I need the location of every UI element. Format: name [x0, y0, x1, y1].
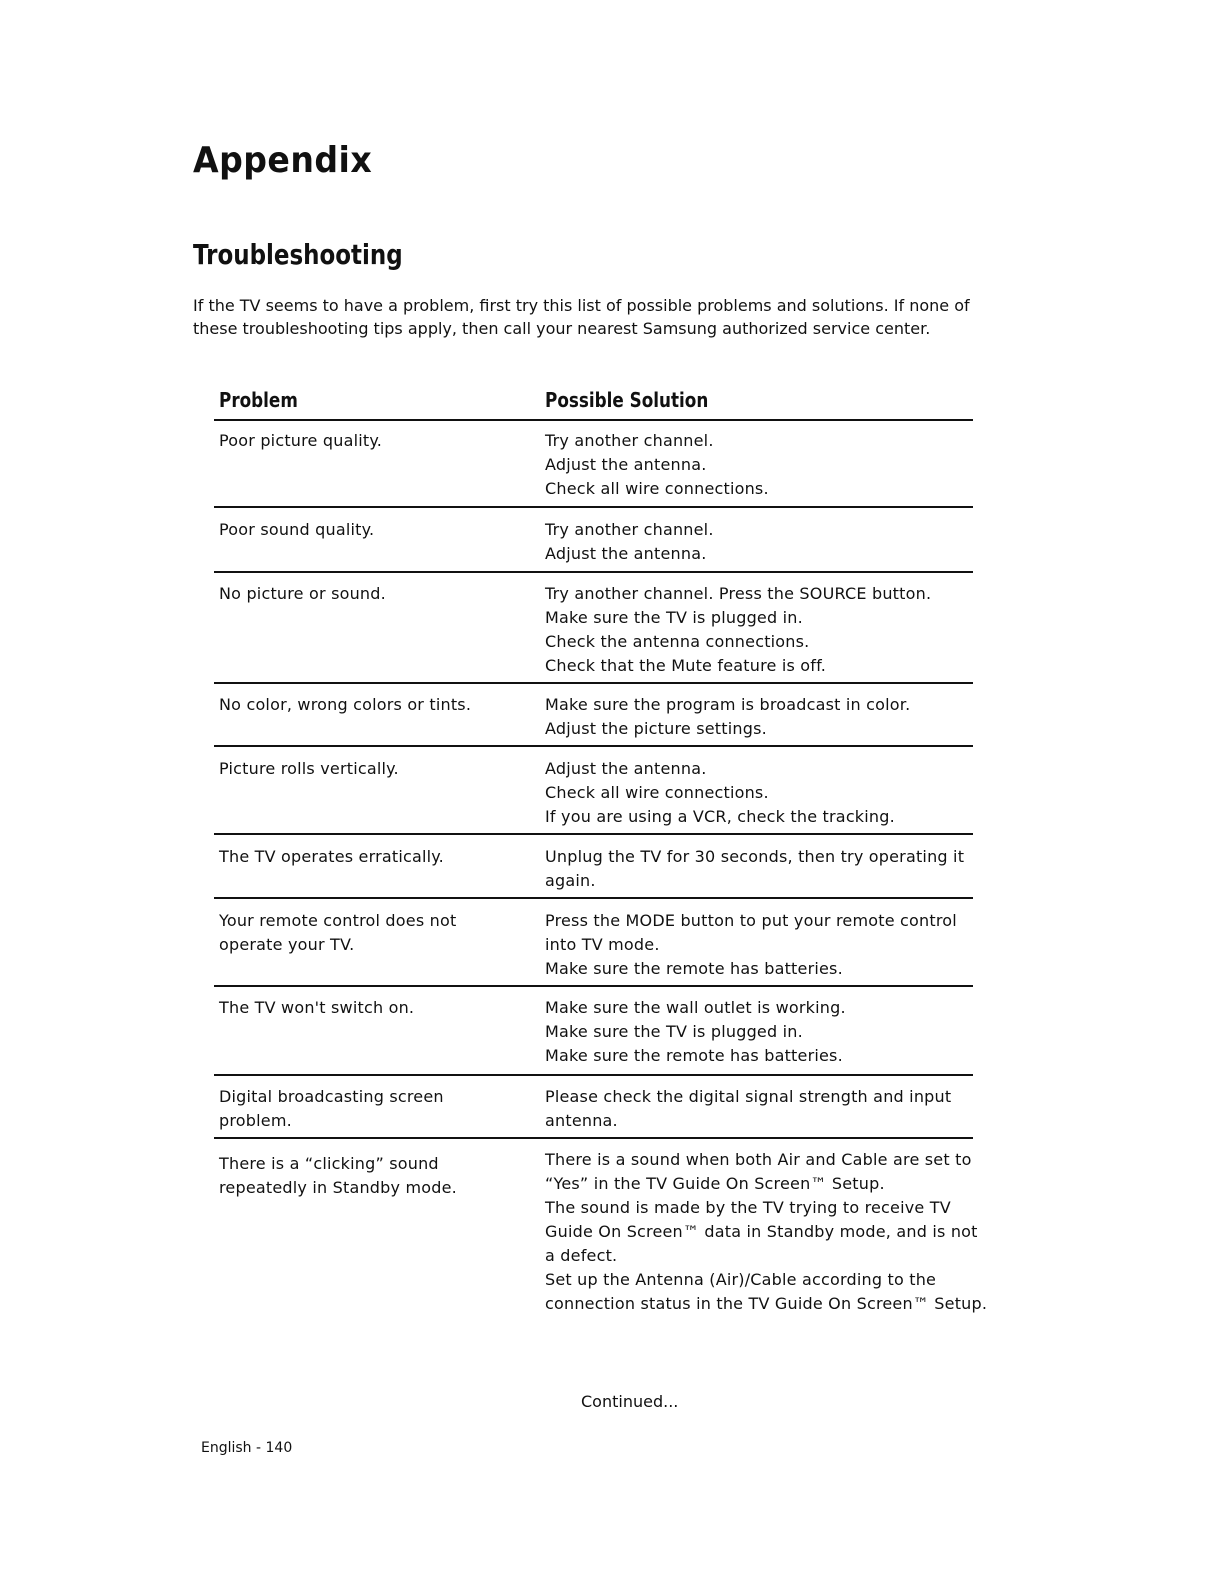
row-9-solution: Please check the digital signal strength and input antenna.: [545, 1087, 952, 1130]
row-9-problem: Digital broadcasting screen problem.: [219, 1087, 444, 1130]
header-solution: Possible Solution: [545, 388, 709, 412]
row-divider: [214, 833, 973, 835]
row-4-problem: No color, wrong colors or tints.: [219, 695, 472, 714]
row-6-solution: Unplug the TV for 30 seconds, then try operating it again.: [545, 847, 965, 890]
row-5-problem: Picture rolls vertically.: [219, 759, 399, 778]
row-7-solution: Press the MODE button to put your remote control into TV mode. Make sure the remote has batteries.: [545, 911, 957, 978]
row-4-solution: Make sure the program is broadcast in color. Adjust the picture settings.: [545, 695, 911, 738]
row-divider: [214, 985, 973, 987]
row-2-solution: Try another channel. Adjust the antenna.: [545, 520, 714, 563]
intro-paragraph: If the TV seems to have a problem, first try this list of possible problems and solutions. If none of these troubleshooting tips apply, then call your nearest Samsung authorized service center.: [193, 296, 970, 338]
row-6-problem: The TV operates erratically.: [219, 847, 444, 866]
row-1-problem: Poor picture quality.: [219, 431, 383, 450]
row-10-solution: There is a sound when both Air and Cable are set to “Yes” in the TV Guide On Screen™ Setup. The sound is made by the TV trying to receive TV Guide On Screen™ data in Standby mode, and is not a defect. Set up the Antenna (Air)/Cable according to the connection status in the TV Guide On Screen™ Setup.: [545, 1150, 988, 1313]
row-7-problem: Your remote control does not operate your TV.: [219, 911, 457, 954]
row-divider: [214, 571, 973, 573]
row-3-solution: Try another channel. Press the SOURCE button. Make sure the TV is plugged in. Check the antenna connections. Check that the Mute feature is off.: [545, 584, 932, 675]
row-divider: [214, 1074, 973, 1076]
page-number: English - 140: [201, 1440, 293, 1456]
row-divider: [214, 506, 973, 508]
row-10-problem: There is a “clicking” sound repeatedly in Standby mode.: [219, 1154, 457, 1197]
header-rule: [214, 419, 973, 421]
row-8-problem: The TV won't switch on.: [219, 998, 415, 1017]
row-8-solution: Make sure the wall outlet is working. Make sure the TV is plugged in. Make sure the remote has batteries.: [545, 998, 846, 1065]
row-divider: [214, 745, 973, 747]
row-2-problem: Poor sound quality.: [219, 520, 375, 539]
row-divider: [214, 897, 973, 899]
row-5-solution: Adjust the antenna. Check all wire connections. If you are using a VCR, check the tracking.: [545, 759, 895, 826]
row-3-problem: No picture or sound.: [219, 584, 386, 603]
row-divider: [214, 1137, 973, 1139]
row-1-solution: Try another channel. Adjust the antenna. Check all wire connections.: [545, 431, 769, 498]
page-title: Appendix: [193, 140, 373, 181]
header-problem: Problem: [219, 388, 298, 412]
section-title: Troubleshooting: [193, 238, 403, 271]
continued-label: Continued...: [581, 1392, 679, 1411]
row-divider: [214, 682, 973, 684]
